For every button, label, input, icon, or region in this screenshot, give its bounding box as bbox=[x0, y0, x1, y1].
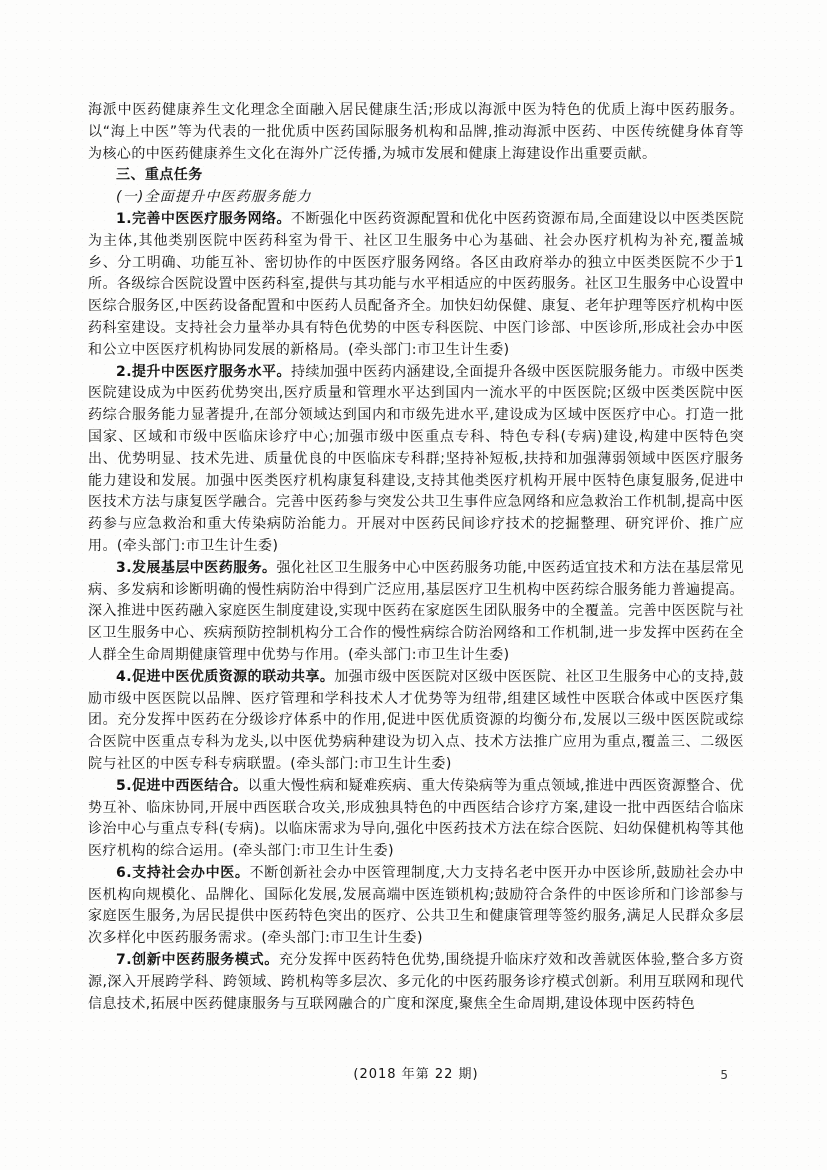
paragraph-6-lead: 6.支持社会办中医。 bbox=[116, 864, 250, 881]
numbered-paragraph-2 bbox=[88, 362, 744, 558]
paragraph-7-body: 充分发挥中医药特色优势,围绕提升临床疗效和改善就医体验,整合多方资源,深入开展跨学科、跨领域、跨机构等多层次、多元化的中医药服务诊疗模式创新。利用互联网和现代信息技术,拓展中医药健康服务与互联网融合的广度和深度,聚焦全生命周期,建设体现中医药特色 bbox=[88, 952, 744, 1012]
paragraph-4-lead: 4.促进中医优质资源的联动共享。 bbox=[116, 668, 335, 685]
page-footer bbox=[88, 1064, 744, 1086]
paragraph-6-body: 不断创新社会办中医管理制度,大力支持名老中医开办中医诊所,鼓励社会办中医机构向规模化、品牌化、国际化发展,发展高端中医连锁机构;鼓励符合条件的中医诊所和门诊部参与家庭医生服务,为居民提供中医药特色突出的医疗、公共卫生和健康管理等签约服务,满足人民群众多层次多样化中医药服务需求。(牵头部门:市卫生计生委) bbox=[88, 864, 744, 947]
numbered-paragraph-3 bbox=[88, 558, 744, 667]
numbered-paragraph-4 bbox=[88, 667, 744, 776]
document-body bbox=[88, 100, 744, 1015]
section-heading: 三、重点任务 bbox=[116, 167, 203, 184]
numbered-paragraph-5 bbox=[88, 776, 744, 863]
paragraph-5-lead: 5.促进中西医结合。 bbox=[116, 777, 248, 794]
numbered-paragraph-7 bbox=[88, 950, 744, 1015]
numbered-paragraph-1 bbox=[88, 209, 744, 362]
gazette-issue-label: (2018 年第 22 期) bbox=[353, 1067, 479, 1082]
paragraph-3-body: 强化社区卫生服务中心中医药服务功能,中医药适宜技术和方法在基层常见病、多发病和诊断明确的慢性病防治中得到广泛应用,基层医疗卫生机构中医药综合服务能力普遍提高。深入推进中医药融入家庭医生制度建设,实现中医药在家庭医生团队服务中的全覆盖。完善中医医院与社区卫生服务中心、疾病预防控制机构分工合作的慢性病综合防治网络和工作机制,进一步发挥中医药在全人群全生命周期健康管理中优势与作用。(牵头部门:市卫生计生委) bbox=[88, 559, 744, 663]
paragraph-1-body: 不断强化中医药资源配置和优化中医药资源布局,全面建设以中医类医院为主体,其他类别医院中医药科室为骨干、社区卫生服务中心为基础、社会办医疗机构为补充,覆盖城乡、分工明确、功能互补、密切协作的中医医疗服务网络。各区由政府举办的独立中医类医院不少于1所。各级综合医院设置中医药科室,提供与其功能与水平相适应的中医药服务。社区卫生服务中心设置中医综合服务区,中医药设备配置和中医药人员配备齐全。加快妇幼保健、康复、老年护理等医疗机构中医药科室建设。支持社会力量举办具有特色优势的中医专科医院、中医门诊部、中医诊所,形成社会办中医和公立中医医疗机构协同发展的新格局。(牵头部门:市卫生计生委) bbox=[88, 210, 744, 358]
paragraph-4-body: 加强市级中医医院对区级中医医院、社区卫生服务中心的支持,鼓励市级中医医院以品牌、医疗管理和学科技术人才优势等为纽带,组建区域性中医联合体或中医医疗集团。充分发挥中医药在分级诊疗体系中的作用,促进中医优质资源的均衡分布,发展以三级中医医院或综合医院中医重点专科为龙头,以中医优势病种建设为切入点、技术方法推广应用为重点,覆盖三、二级医院与社区的中医专科专病联盟。(牵头部门:市卫生计生委) bbox=[88, 668, 744, 772]
paragraph-7-lead: 7.创新中医药服务模式。 bbox=[116, 952, 279, 969]
paragraph-2-lead: 2.提升中医医疗服务水平。 bbox=[116, 363, 291, 380]
paragraph-2-body: 持续加强中医药内涵建设,全面提升各级中医医院服务能力。市级中医类医院建设成为中医药优势突出,医疗质量和管理水平达到国内一流水平的中医医院;区级中医类医院中医药综合服务能力显著提升,在部分领域达到国内和市级先进水平,建设成为区域中医医疗中心。打造一批国家、区域和市级中医临床诊疗中心;加强市级中医重点专科、特色专科(专病)建设,构建中医特色突出、优势明显、技术先进、质量优良的中医临床专科群;坚持补短板,扶持和加强薄弱领域中医医疗服务能力建设和发展。加强中医类医疗机构康复科建设,支持其他类医疗机构开展中医特色康复服务,促进中医技术方法与康复医学融合。完善中医药参与突发公共卫生事件应急网络和应急救治工作机制,提高中医药参与应急救治和重大传染病防治能力。开展对中医药民间诊疗技术的挖掘整理、研究评价、推广应用。(牵头部门:市卫生计生委) bbox=[88, 363, 744, 554]
subsection-heading: (一)全面提升中医药服务能力 bbox=[116, 189, 312, 206]
numbered-paragraph-6 bbox=[88, 863, 744, 950]
intro-continuation-paragraph: 海派中医药健康养生文化理念全面融入居民健康生活;形成以海派中医为特色的优质上海中医药服务。以“海上中医”等为代表的一批优质中医药国际服务机构和品牌,推动海派中医药、中医传统健身体育等为核心的中医药健康养生文化在海外广泛传播,为城市发展和健康上海建设作出重要贡献。 bbox=[88, 102, 744, 162]
paragraph-3-lead: 3.发展基层中医药服务。 bbox=[116, 559, 277, 576]
page-number: 5 bbox=[720, 1068, 728, 1082]
paragraph-1-lead: 1.完善中医医疗服务网络。 bbox=[116, 210, 291, 227]
paragraph-5-body: 以重大慢性病和疑难疾病、重大传染病等为重点领域,推进中西医资源整合、优势互补、临床协同,开展中西医联合攻关,形成独具特色的中西医结合诊疗方案,建设一批中西医结合临床诊治中心与重点专科(专病)。以临床需求为导向,强化中医药技术方法在综合医院、妇幼保健机构等其他医疗机构的综合运用。(牵头部门:市卫生计生委) bbox=[88, 777, 744, 860]
